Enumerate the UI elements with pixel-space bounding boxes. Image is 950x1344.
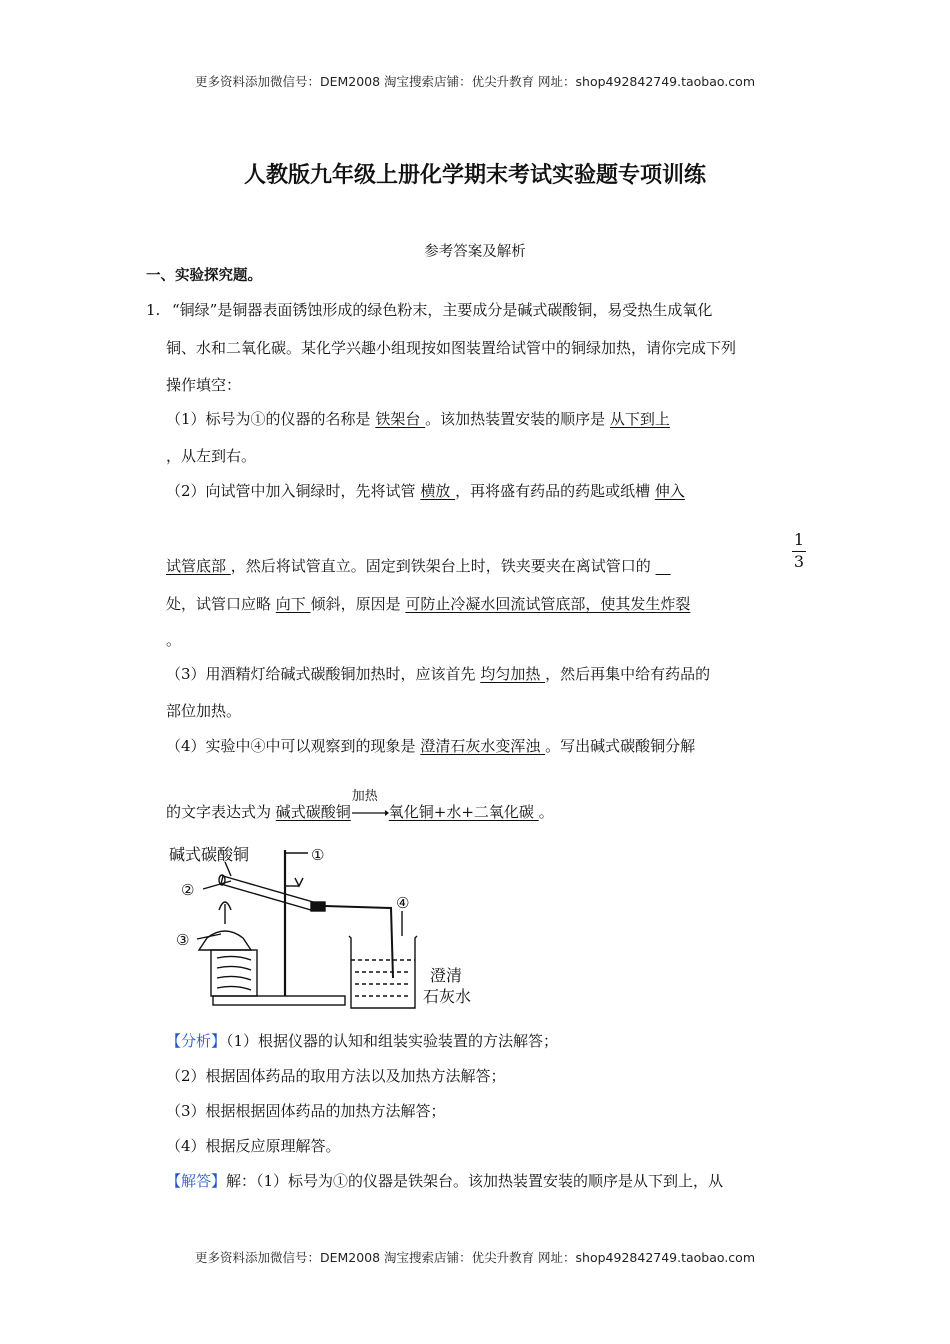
equation-reactant: 碱式碳酸铜 — [275, 803, 351, 821]
part-4-equation-line — [166, 789, 554, 823]
part-4-text: 。 — [538, 803, 554, 821]
question-stem-line: 操作填空： — [166, 376, 242, 394]
label-2: ② — [181, 881, 195, 899]
fraction-numerator: 1 — [793, 530, 805, 549]
part-1-text: 。该加热装置安装的顺序是 — [425, 410, 610, 428]
page-subtitle: 参考答案及解析 — [424, 244, 526, 260]
part-4-text: 的文字表达式为 — [166, 803, 276, 821]
part-4-text: （4）实验中④中可以观察到的现象是 — [166, 737, 421, 755]
answer-blank: 澄清石灰水变浑浊 — [420, 737, 546, 755]
apparatus-diagram — [165, 838, 495, 1016]
part-1-text: （1）标号为①的仪器的名称是 — [166, 410, 376, 428]
analysis-text: （1）根据仪器的认知和组装实验装置的方法解答； — [226, 1032, 559, 1050]
question-stem-line: “铜绿”是铜器表面锈蚀形成的绿色粉末，主要成分是碱式碳酸铜，易受热生成氧化 — [172, 301, 713, 319]
analysis-tag: 【分析】 — [166, 1032, 227, 1050]
part-2-continuation: 。 — [166, 631, 182, 649]
analysis-line: （3）根据根据固体药品的加热方法解答； — [166, 1102, 446, 1120]
answer-blank: 横放 — [420, 482, 456, 500]
answer-blank: 试管底部 — [166, 557, 231, 575]
reaction-arrow — [351, 789, 389, 823]
part-3-line — [166, 664, 710, 684]
answer-blank: 从下到上 — [609, 410, 670, 428]
solution-line — [166, 1171, 723, 1191]
part-2-text: （2）向试管中加入铜绿时，先将试管 — [166, 482, 421, 500]
part-2-text: ，再将盛有药品的药匙或纸槽 — [455, 482, 655, 500]
part-2-text: ，然后将试管直立。固定到铁架台上时，铁夹要夹在离试管口的 — [230, 557, 656, 575]
part-1-continuation: ，从左到右。 — [166, 447, 257, 465]
part-1-line — [166, 409, 670, 429]
part-2-line — [166, 594, 690, 614]
part-3-continuation: 部位加热。 — [166, 702, 242, 720]
fraction-denominator: 3 — [793, 552, 805, 571]
arrow-icon — [351, 803, 389, 823]
analysis-line: （2）根据固体药品的取用方法以及加热方法解答； — [166, 1067, 506, 1085]
analysis-line — [166, 1031, 558, 1051]
equation-products: 氧化铜+水+二氧化碳 — [388, 803, 539, 821]
label-4: ④ — [396, 894, 410, 912]
answer-blank: 均匀加热 — [480, 665, 546, 683]
label-limewater-1: 澄清 — [430, 966, 463, 985]
analysis-line: （4）根据反应原理解答。 — [166, 1137, 341, 1155]
answer-blank: 伸入 — [654, 482, 685, 500]
label-3: ③ — [176, 931, 190, 949]
part-2-line — [166, 556, 671, 576]
label-1: ① — [311, 846, 325, 864]
part-3-text: ，然后再集中给有药品的 — [545, 665, 711, 683]
answer-blank: 铁架台 — [375, 410, 426, 428]
answer-blank: 可防止冷凝水回流试管底部，使其发生炸裂 — [405, 595, 691, 613]
page-footer: 更多资料添加微信号：DEM2008 淘宝搜索店铺：优尖升教育 网址：shop492842749.taobao.com — [194, 1250, 756, 1265]
question-number: 1. — [146, 301, 161, 319]
part-2-line — [166, 481, 685, 501]
section-heading: 一、实验探究题。 — [146, 268, 262, 284]
solution-text: 解：（1）标号为①的仪器是铁架台。该加热装置安装的顺序是从下到上，从 — [226, 1172, 724, 1190]
answer-blank: 向下 — [275, 595, 311, 613]
label-limewater-2: 石灰水 — [423, 987, 472, 1006]
solution-tag: 【解答】 — [166, 1172, 227, 1190]
answer-blank — [656, 557, 671, 575]
question-stem-line: 铜、水和二氧化碳。某化学兴趣小组现按如图装置给试管中的铜绿加热，请你完成下列 — [166, 339, 737, 357]
page-title: 人教版九年级上册化学期末考试实验题专项训练 — [243, 163, 706, 188]
label-reagent: 碱式碳酸铜 — [169, 845, 250, 864]
page-header: 更多资料添加微信号：DEM2008 淘宝搜索店铺：优尖升教育 网址：shop492842749.taobao.com — [194, 74, 756, 89]
reaction-condition: 加热 — [351, 789, 378, 804]
part-4-line — [166, 736, 695, 756]
part-2-text: 处，试管口应略 — [166, 595, 276, 613]
part-2-text: 倾斜，原因是 — [310, 595, 406, 613]
part-4-text: 。写出碱式碳酸铜分解 — [545, 737, 696, 755]
part-3-text: （3）用酒精灯给碱式碳酸铜加热时，应该首先 — [166, 665, 481, 683]
